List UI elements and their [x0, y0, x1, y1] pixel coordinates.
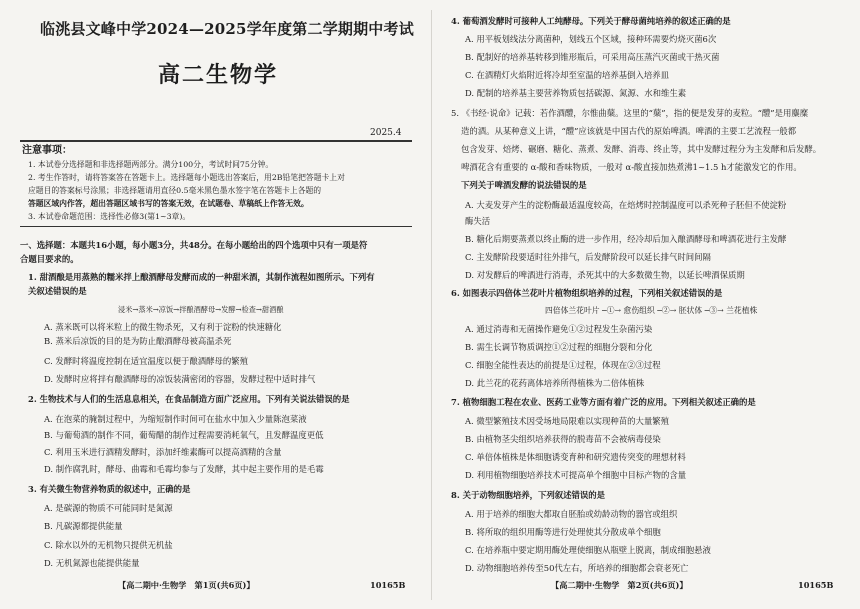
- header-rule: [20, 140, 412, 142]
- question-stem: 7. 植物细胞工程在农业、医药工业等方面有着广泛的应用。下列相关叙述正确的是: [451, 397, 756, 407]
- question-stem: 8. 关于动物细胞培养，下列叙述错误的是: [451, 490, 606, 500]
- option: D. 无机氮源也能提供能量: [44, 558, 140, 568]
- option: B. 蒸米后凉饭的目的是为防止酿酒酵母被高温杀死: [44, 336, 232, 346]
- option: A. 是碳源的物质不可能同时是氮源: [44, 503, 173, 513]
- note-line: 2. 考生作答时，请将答案答在答题卡上。选择题每小题选出答案后，用2B铅笔把答题卡上对: [28, 173, 345, 182]
- option: D. 对发酵后的啤酒进行消毒，杀死其中的大多数微生物，以延长啤酒保质期: [465, 270, 745, 280]
- notes-title: 注意事项：: [22, 145, 72, 156]
- page-footer: 【高二期中·生物学 第1页(共6页)】: [118, 580, 255, 590]
- question-passage: 5. 《书经·说命》记载：若作酒醴，尔惟曲蘖。这里的“蘖”，指的便是发芽的麦粒。“醴”是用麋糜: [451, 108, 809, 118]
- option: B. 由植物茎尖组织培养获得的脱毒苗不会被病毒侵染: [465, 434, 661, 444]
- process-flow: 浸米→蒸米→凉饭→拌酿酒酵母→发酵→检查→甜酒酿: [118, 305, 284, 314]
- option: D. 动物细胞培养传至50代左右，所培养的细胞都会衰老死亡: [465, 563, 689, 573]
- option: C. 主发酵阶段要适时往外排气，后发酵阶段可以延长排气时间间隔: [465, 252, 711, 262]
- option: D. 此兰花的花药离体培养所得植株为二倍体植株: [465, 378, 645, 388]
- option: C. 在培养瓶中要定期用酶处理使细胞从瓶壁上脱离，制成细胞悬液: [465, 545, 711, 555]
- subject-title: 高二生物学: [158, 62, 279, 88]
- option: D. 发酵时应将拌有酿酒酵母的凉饭装满密闭的容器，发酵过程中适时排气: [44, 374, 316, 384]
- note-line: 3. 本试卷命题范围：选择性必修3(第1~3章)。: [28, 212, 191, 221]
- option: A. 微型繁殖技术因受场地局限难以实现种苗的大量繁殖: [465, 416, 669, 426]
- option: B. 凡碳源都提供能量: [44, 521, 123, 531]
- question-stem: 3. 有关微生物营养物质的叙述中，正确的是: [28, 484, 191, 494]
- paper-code: 10165B: [370, 580, 406, 590]
- question-stem: 2. 生物技术与人们的生活息息相关，在食品制造方面广泛应用。下列有关说法错误的是: [28, 394, 350, 404]
- page-divider: [431, 10, 432, 600]
- option: C. 利用玉米进行酒精发酵时，添加纤维素酶可以提高酒精的含量: [44, 447, 282, 457]
- option: D. 配制的培养基主要营养物质包括碳源、氮源、水和维生素: [465, 88, 687, 98]
- option: B. 配制好的培养基转移到锥形瓶后，可采用高压蒸汽灭菌或干热灭菌: [465, 52, 720, 62]
- option: D. 利用植物细胞培养技术可提高单个细胞中目标产物的含量: [465, 470, 687, 480]
- note-line: 1. 本试卷分选择题和非选择题两部分。满分100分，考试时间75分钟。: [28, 160, 274, 169]
- notes-rule: [20, 226, 412, 227]
- option: A. 通过消毒和无菌操作避免①②过程发生杂菌污染: [465, 324, 653, 334]
- question-stem: 下列关于啤酒发酵的说法错误的是: [461, 180, 587, 190]
- option: B. 需生长调节物质调控①②过程的细胞分裂和分化: [465, 342, 653, 352]
- option: C. 细胞全能性表达的前提是①过程，体现在②③过程: [465, 360, 661, 370]
- option: B. 糖化后期要蒸煮以终止酶的进一步作用，经冷却后加入酿酒酵母和啤酒花进行主发酵: [465, 234, 787, 244]
- question-passage: 造的酒。从某种意义上讲，“醴”应该就是中国古代的原始啤酒。啤酒的主要工艺流程一般都: [461, 126, 797, 136]
- question-stem: 1. 甜酒酿是用蒸熟的糯米拌上酿酒酵母发酵而成的一种甜米酒，其制作流程如图所示。下列有: [28, 272, 375, 282]
- option: A. 大麦发芽产生的淀粉酶最适温度较高，在焙烤时控制温度可以杀死种子胚但不使淀粉: [465, 200, 787, 210]
- option: 酶失活: [465, 216, 491, 226]
- note-line: 答题区域内作答，超出答题区域书写的答案无效，在试题卷、草稿纸上作答无效。: [28, 199, 309, 208]
- option: B. 与葡萄酒的制作不同，葡萄醋的制作过程需要消耗氧气，且发酵温度更低: [44, 430, 324, 440]
- option: A. 蒸米既可以将米粒上的微生物杀死，又有利于淀粉的快速糖化: [44, 322, 282, 332]
- option: A. 在泡菜的腌制过程中，为缩短制作时间可在盐水中加入少量陈泡菜液: [44, 414, 307, 424]
- section-header: 合题目要求的。: [20, 254, 79, 264]
- process-flow: 四倍体兰花叶片 ─①→ 愈伤组织 ─②→ 胚状体 ─③→ 兰花植株: [545, 306, 758, 315]
- page-footer: 【高二期中·生物学 第2页(共6页)】: [551, 580, 688, 590]
- section-header: 一、选择题：本题共16小题，每小题3分，共48分。在每小题给出的四个选项中只有一项是符: [20, 240, 368, 250]
- paper-code: 10165B: [798, 580, 834, 590]
- exam-title: 临洮县文峰中学2024—2025学年度第二学期期中考试: [40, 20, 414, 38]
- exam-date: 2025.4: [370, 128, 402, 138]
- question-stem: 关叙述错误的是: [28, 286, 87, 296]
- question-passage: 包含发芽、焙烤、碾磨、糖化、蒸煮、发酵、消毒、终止等，其中发酵过程分为主发酵和后发酵。: [461, 144, 822, 154]
- option: D. 制作腐乳时，酵母、曲霉和毛霉均参与了发酵，其中起主要作用的是毛霉: [44, 464, 324, 474]
- option: C. 发酵时将温度控制在适宜温度以便于酿酒酵母的繁殖: [44, 356, 249, 366]
- question-stem: 6. 如图表示四倍体兰花叶片植物组织培养的过程，下列相关叙述错误的是: [451, 288, 723, 298]
- option: C. 单倍体植株是体细胞诱变育种和研究遗传突变的理想材料: [465, 452, 686, 462]
- option: C. 除水以外的无机物只提供无机盐: [44, 540, 173, 550]
- question-passage: 啤酒花含有重要的 α-酸和香味物质，一般对 α-酸直接加热煮沸1~1.5 h才能激发它的作用。: [461, 162, 802, 172]
- note-line: 应题目的答案标号涂黑；非选择题请用直径0.5毫米黑色墨水签字笔在答题卡上各题的: [28, 186, 322, 195]
- option: B. 将所取的组织用酶等进行处理使其分散成单个细胞: [465, 527, 661, 537]
- option: C. 在酒精灯火焰附近将冷却至室温的培养基倒入培养皿: [465, 70, 670, 80]
- option: A. 用于培养的细胞大都取自胚胎或幼龄动物的器官或组织: [465, 509, 678, 519]
- option: A. 用平板划线法分离菌种，划线五个区域，接种环需要灼烧灭菌6次: [465, 34, 717, 44]
- question-stem: 4. 葡萄酒发酵时可接种人工纯酵母。下列关于酵母菌纯培养的叙述正确的是: [451, 16, 731, 26]
